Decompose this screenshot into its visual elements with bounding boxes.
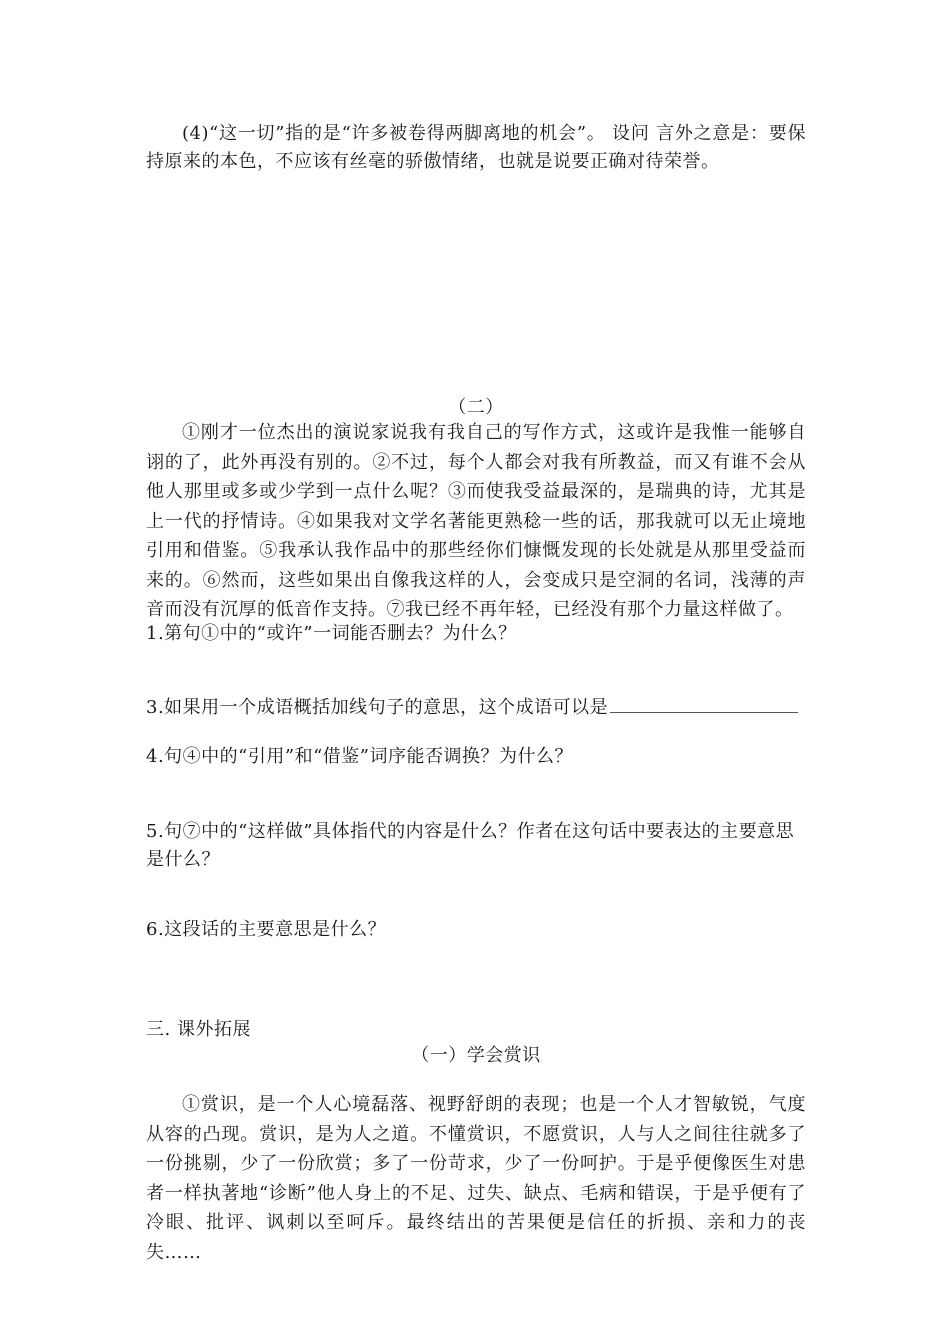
section-three-heading: 三. 课外拓展 [146, 1019, 251, 1040]
question-1: 1.第句①中的“或许”一词能否删去？为什么？ [146, 623, 517, 644]
answer-paragraph: (4)“这一切”指的是“许多被卷得两脚离地的机会”。 设问 言外之意是：要保持原来的本色，不应该有丝毫的骄傲情绪，也就是说要正确对待荣誉。 [146, 123, 806, 172]
answer-blank[interactable] [610, 694, 798, 713]
question-6: 6.这段话的主要意思是什么？ [146, 919, 387, 940]
question-3 [146, 694, 826, 722]
question-4: 4.句④中的“引用”和“借鉴”词序能否调换？为什么？ [146, 746, 573, 767]
section-two-heading: （二） [448, 397, 504, 418]
section-three-subheading: （一）学会赏识 [411, 1045, 541, 1066]
question-5: 5.句⑦中的“这样做”具体指代的内容是什么？作者在这句话中要表达的主要意思是什么？ [146, 821, 795, 870]
section-two-passage: ①刚才一位杰出的演说家说我有我自己的写作方式，这或许是我惟一能够自诩的了，此外再没有别的。②不过，每个人都会对我有所教益，而又有谁不会从他人那里或多或少学到一点什么呢？③而使我受益最深的，是瑞典的诗，尤其是上一代的抒情诗。④如果我对文学名著能更熟稔一些的话，那我就可以无止境地引用和借鉴。⑤我承认我作品中的那些经你们慷慨发现的长处就是从那里受益而来的。⑥然而，这些如果出自像我这样的人，会变成只是空洞的名词，浅薄的声音而没有沉厚的低音作支持。⑦我已经不再年轻，已经没有那个力量这样做了。 [146, 422, 806, 620]
section-three-passage: ①赏识，是一个人心境磊落、视野舒朗的表现；也是一个人才智敏锐，气度从容的凸现。赏识，是为人之道。不懂赏识，不愿赏识，人与人之间往往就多了一份挑剔，少了一份欣赏；多了一份苛求，少了一份呵护。于是乎便像医生对患者一样执著地“诊断”他人身上的不足、过失、缺点、毛病和错误，于是乎便有了冷眼、批评、讽刺以至呵斥。最终结出的苦果便是信任的折损、亲和力的丧失…… [146, 1094, 806, 1263]
question-3-text: 3.如果用一个成语概括加线句子的意思，这个成语可以是 [146, 697, 609, 718]
